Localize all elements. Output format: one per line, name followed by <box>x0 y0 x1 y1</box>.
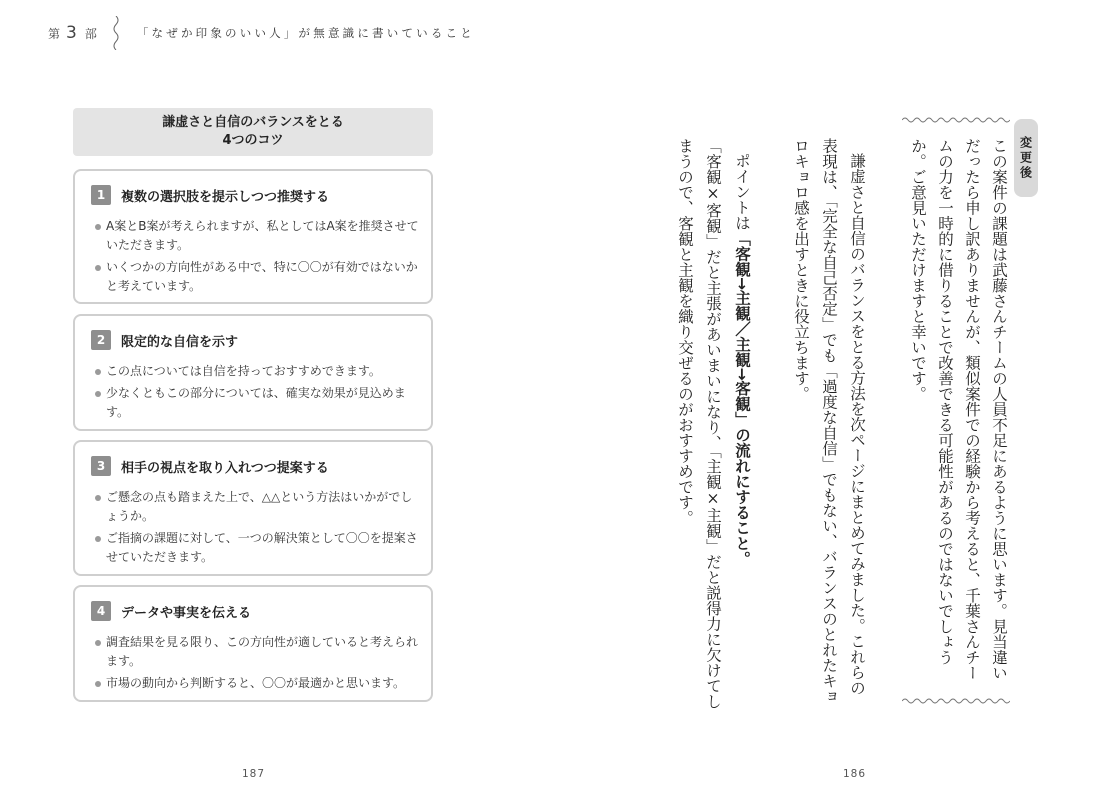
tip-card-1 <box>73 169 433 304</box>
part-suffix: 部 <box>84 27 105 41</box>
tip-number-badge: 3 <box>91 456 111 476</box>
part-prefix: 第 <box>48 27 69 41</box>
header-title: 「なぜか印象のいい人」が無意識に書いていること <box>136 26 475 40</box>
tip-heading: 複数の選択肢を提示しつつ推奨する <box>121 189 330 205</box>
example-line-2: だったら申し訳ありませんが、類似案件での経験から考えると、千葉さんチー <box>963 138 981 681</box>
wavy-divider-icon <box>109 16 123 50</box>
tip-heading: データや事実を伝える <box>121 605 252 621</box>
after-label-tab <box>1014 119 1038 197</box>
tip-bullet: いくつかの方向性がある中で、特に〇〇が有効ではないかと考えています。 <box>95 258 421 296</box>
tip-head <box>91 185 329 205</box>
tip-number-badge: 4 <box>91 601 111 621</box>
tip-card-3 <box>73 440 433 576</box>
closing-line-1: 「客観×客観」だと主張があいまいになり、「主観×主観」だと説得力に欠けてし <box>704 138 722 709</box>
tip-bullet: この点については自信を持っておすすめできます。 <box>95 362 421 381</box>
tip-bullet: 市場の動向から判断すると、〇〇が最適かと思います。 <box>95 674 421 693</box>
point-bold: 「客観→主観／主観→客観」の流れにすること。 <box>733 230 751 567</box>
after-label: 変更後 <box>1018 135 1033 181</box>
body-line-1: 謙虚さと自信のバランスをとる方法を次ページにまとめてみました。これらの <box>848 153 866 696</box>
example-line-4: か。ご意見いただけますと幸いです。 <box>909 138 927 402</box>
body-line-3: ロキョロ感を出すときに役立ちます。 <box>792 138 810 402</box>
running-header <box>48 20 475 46</box>
point-prefix: ポイントは <box>733 153 751 231</box>
closing-line-2: まうので、客観と主観を織り交ぜるのがおすすめです。 <box>676 138 694 526</box>
tip-card-2 <box>73 314 433 431</box>
body-line-2: 表現は、「完全な自己否定」でも「過度な自信」でもない、バランスのとれたキョ <box>820 138 838 704</box>
part-label <box>48 23 105 43</box>
tip-number-badge: 1 <box>91 185 111 205</box>
page-number-right: 186 <box>843 768 867 780</box>
tip-bullet-list <box>95 488 421 570</box>
tips-title-line2: 4つのコツ <box>222 133 284 148</box>
tip-heading: 相手の視点を取り入れつつ提案する <box>121 460 329 476</box>
wavy-rule-top <box>902 116 1010 124</box>
tip-bullet: ご指摘の課題に対して、一つの解決策として〇〇を提案させていただきます。 <box>95 529 421 567</box>
tip-card-4 <box>73 585 433 702</box>
tip-number-badge: 2 <box>91 330 111 350</box>
tip-bullet: A案とB案が考えられますが、私としてはA案を推奨させていただきます。 <box>95 217 421 255</box>
tip-head <box>91 456 329 476</box>
tip-bullet: ご懸念の点も踏まえた上で、△△という方法はいかがでしょうか。 <box>95 488 421 526</box>
tip-bullet-list <box>95 362 421 425</box>
tip-heading: 限定的な自信を示す <box>121 334 239 350</box>
tip-head <box>91 601 251 621</box>
part-number: 3 <box>66 23 77 43</box>
tips-title-line1: 謙虚さと自信のバランスをとる <box>162 115 344 130</box>
tips-title-box <box>73 108 433 156</box>
tip-head <box>91 330 238 350</box>
example-line-3: ムの力を一時的に借りることで改善できる可能性があるのではないでしょう <box>936 138 954 665</box>
tip-bullet-list <box>95 217 421 299</box>
wavy-rule-bottom <box>902 697 1010 705</box>
example-line-1: この案件の課題は武藤さんチームの人員不足にあるように思います。見当違い <box>990 138 1008 681</box>
tip-bullet: 調査結果を見る限り、この方向性が適していると考えられます。 <box>95 633 421 671</box>
tip-bullet-list <box>95 633 421 696</box>
page-number-left: 187 <box>242 768 266 780</box>
tip-bullet: 少なくともこの部分については、確実な効果が見込めます。 <box>95 384 421 422</box>
point-line <box>728 153 755 566</box>
